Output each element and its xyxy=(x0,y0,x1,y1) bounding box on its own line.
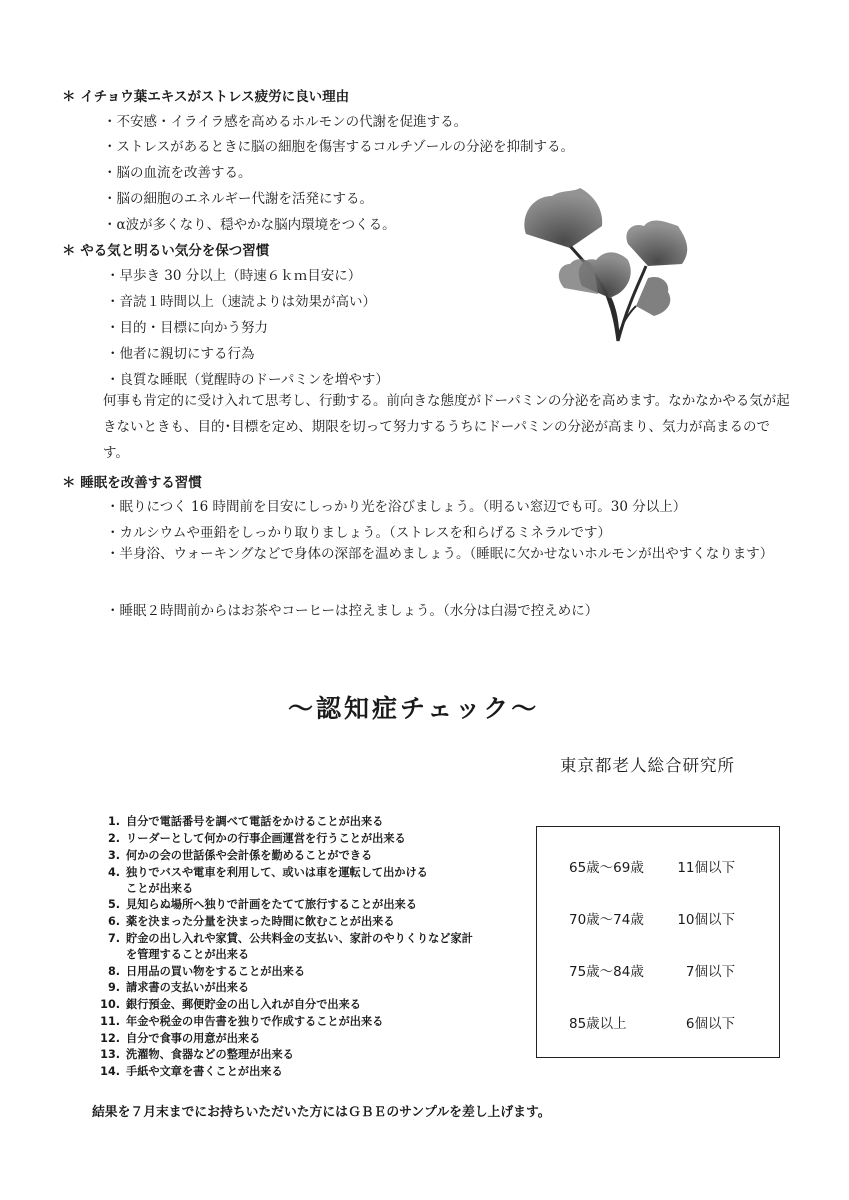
list-item: 14. 手紙や文章を書くことが出来る xyxy=(100,1065,283,1078)
list-item: 11. 年金や税金の申告書を独りで作成することが出来る xyxy=(100,1015,384,1028)
criteria-row: 65歳～69歳 11個以下 xyxy=(569,860,735,876)
list-item: 1. 自分で電話番号を調べて電話をかけることが出来る xyxy=(107,815,384,828)
list-item: ・脳の血流を改善する。 xyxy=(103,165,252,181)
list-item: ・音読１時間以上（速読よりは効果が高い） xyxy=(106,294,376,310)
list-item: ・ストレスがあるときに脳の細胞を傷害するコルチゾールの分泌を抑制する。 xyxy=(103,139,575,155)
list-item-continuation: ことが出来る xyxy=(126,882,194,895)
list-item: 7. 貯金の出し入れや家賃、公共料金の支払い、家計のやりくりなど家計 xyxy=(107,932,473,945)
list-item: 9. 請求書の支払いが出来る xyxy=(107,981,250,994)
list-item: 5. 見知らぬ場所へ独りで計画をたてて旅行することが出来る xyxy=(107,898,417,911)
section-heading-ginkgo: ＊ イチョウ葉エキスがストレス疲労に良い理由 xyxy=(62,89,350,105)
list-item: 13. 洗濯物、食器などの整理が出来る xyxy=(100,1048,294,1061)
criteria-box xyxy=(536,826,780,1058)
list-item: 8. 日用品の買い物をすることが出来る xyxy=(107,965,306,978)
list-item: 6. 薬を決まった分量を決まった時間に飲むことが出来る xyxy=(107,915,395,928)
list-item: ・目的・目標に向かう努力 xyxy=(106,320,268,336)
section-heading-sleep: ＊ 睡眠を改善する習慣 xyxy=(62,475,202,491)
list-item: 10. 銀行預金、郵便貯金の出し入れが自分で出来る xyxy=(100,998,361,1011)
criteria-row: 70歳～74歳 10個以下 xyxy=(569,912,735,928)
footer-note: 結果を７月末までにお持ちいただいた方にはＧＢＥのサンプルを差し上げます。 xyxy=(92,1105,551,1120)
list-item: ・他者に親切にする行為 xyxy=(106,346,255,362)
list-item: ・良質な睡眠（覚醒時のドーパミンを増やす） xyxy=(106,372,389,388)
list-item: ・カルシウムや亜鉛をしっかり取りましょう。（ストレスを和らげるミネラルです） xyxy=(106,525,611,541)
list-item: 12. 自分で食事の用意が出来る xyxy=(100,1032,261,1045)
paragraph: 何事も肯定的に受け入れて思考し、行動する。前向きな態度がドーパミンの分泌を高めます。なかなかやる気が起きないときも、目的･目標を定め、期限を切って努力するうちにドーパミンの分泌が高まり、気力が高まるのです。 xyxy=(103,393,790,461)
list-item: 2. リーダーとして何かの行事企画運営を行うことが出来る xyxy=(107,832,406,845)
list-item: ・早歩き 30 分以上（時速６ｋｍ目安に） xyxy=(106,268,362,284)
page-title: ～認知症チェック～ xyxy=(288,694,540,723)
ginkgo-leaves-icon xyxy=(518,186,694,346)
list-item: ・脳の細胞のエネルギー代謝を活発にする。 xyxy=(103,191,373,207)
list-item: ・眠りにつく 16 時間前を目安にしっかり光を浴びましょう。（明るい窓辺でも可。30 分以上） xyxy=(106,499,687,515)
list-item: ・睡眠２時間前からはお茶やコーヒーは控えましょう。（水分は白湯で控えめに） xyxy=(106,603,599,619)
list-item: ・半身浴、ウォーキングなどで身体の深部を温めましょう。（睡眠に欠かせないホルモンが出やすくなります） xyxy=(106,546,774,562)
institute-name: 東京都老人総合研究所 xyxy=(560,756,735,775)
criteria-row: 75歳～84歳 7個以下 xyxy=(569,964,735,980)
list-item-continuation: を管理することが出来る xyxy=(126,948,250,961)
list-item: ・不安感・イライラ感を高めるホルモンの代謝を促進する。 xyxy=(103,114,468,130)
list-item: ・α波が多くなり、穏やかな脳内環境をつくる。 xyxy=(103,217,396,233)
list-item: 3. 何かの会の世話係や会計係を勤めることができる xyxy=(107,849,373,862)
list-item: 4. 独りでバスや電車を利用して、或いは車を運転して出かける xyxy=(107,866,428,879)
section-heading-motivation: ＊ やる気と明るい気分を保つ習慣 xyxy=(62,243,270,259)
criteria-row: 85歳以上 6個以下 xyxy=(569,1016,735,1032)
